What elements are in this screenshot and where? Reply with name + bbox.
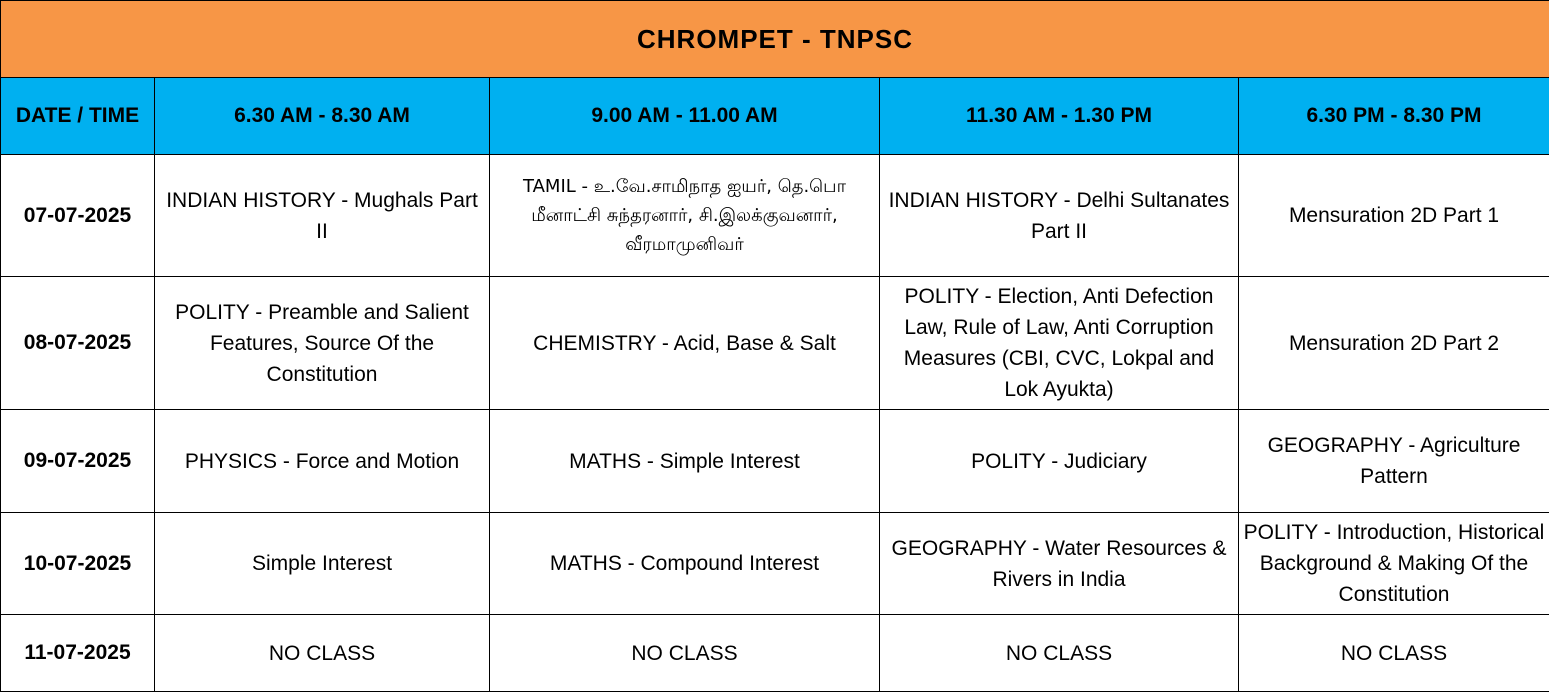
row-date: 10-07-2025 — [1, 513, 155, 615]
topic-cell: TAMIL - உ.வே.சாமிநாத ஐயர், தெ.பொ மீனாட்சி சுந்தரனார், சி.இலக்குவனார், வீரமாமுனிவர் — [490, 155, 880, 277]
table-row — [1, 410, 1549, 513]
topic-cell: NO CLASS — [155, 615, 490, 692]
header-slot-4: 6.30 PM - 8.30 PM — [1239, 78, 1549, 155]
table-row — [1, 615, 1549, 692]
row-date: 09-07-2025 — [1, 410, 155, 513]
topic-cell: NO CLASS — [490, 615, 880, 692]
header-date-time: DATE / TIME — [1, 78, 155, 155]
table-row — [1, 513, 1549, 615]
topic-cell: GEOGRAPHY - Water Resources & Rivers in India — [880, 513, 1239, 615]
topic-cell: Simple Interest — [155, 513, 490, 615]
row-date: 07-07-2025 — [1, 155, 155, 277]
topic-cell: MATHS - Simple Interest — [490, 410, 880, 513]
row-date: 11-07-2025 — [1, 615, 155, 692]
topic-cell: GEOGRAPHY - Agriculture Pattern — [1239, 410, 1549, 513]
title-row — [1, 1, 1549, 78]
page-title: CHROMPET - TNPSC — [1, 1, 1549, 78]
topic-cell: POLITY - Judiciary — [880, 410, 1239, 513]
topic-cell: Mensuration 2D Part 2 — [1239, 277, 1549, 410]
topic-cell: INDIAN HISTORY - Delhi Sultanates Part II — [880, 155, 1239, 277]
topic-cell: NO CLASS — [880, 615, 1239, 692]
header-slot-3: 11.30 AM - 1.30 PM — [880, 78, 1239, 155]
topic-cell: CHEMISTRY - Acid, Base & Salt — [490, 277, 880, 410]
topic-cell: Mensuration 2D Part 1 — [1239, 155, 1549, 277]
topic-cell: POLITY - Introduction, Historical Background & Making Of the Constitution — [1239, 513, 1549, 615]
header-row — [1, 78, 1549, 155]
topic-cell: POLITY - Election, Anti Defection Law, Rule of Law, Anti Corruption Measures (CBI, CVC, Lokpal and Lok Ayukta) — [880, 277, 1239, 410]
topic-cell: POLITY - Preamble and Salient Features, Source Of the Constitution — [155, 277, 490, 410]
table-row — [1, 155, 1549, 277]
row-date: 08-07-2025 — [1, 277, 155, 410]
header-slot-2: 9.00 AM - 11.00 AM — [490, 78, 880, 155]
topic-cell: MATHS - Compound Interest — [490, 513, 880, 615]
topic-cell: PHYSICS - Force and Motion — [155, 410, 490, 513]
topic-cell: NO CLASS — [1239, 615, 1549, 692]
topic-cell: INDIAN HISTORY - Mughals Part II — [155, 155, 490, 277]
header-slot-1: 6.30 AM - 8.30 AM — [155, 78, 490, 155]
table-row — [1, 277, 1549, 410]
